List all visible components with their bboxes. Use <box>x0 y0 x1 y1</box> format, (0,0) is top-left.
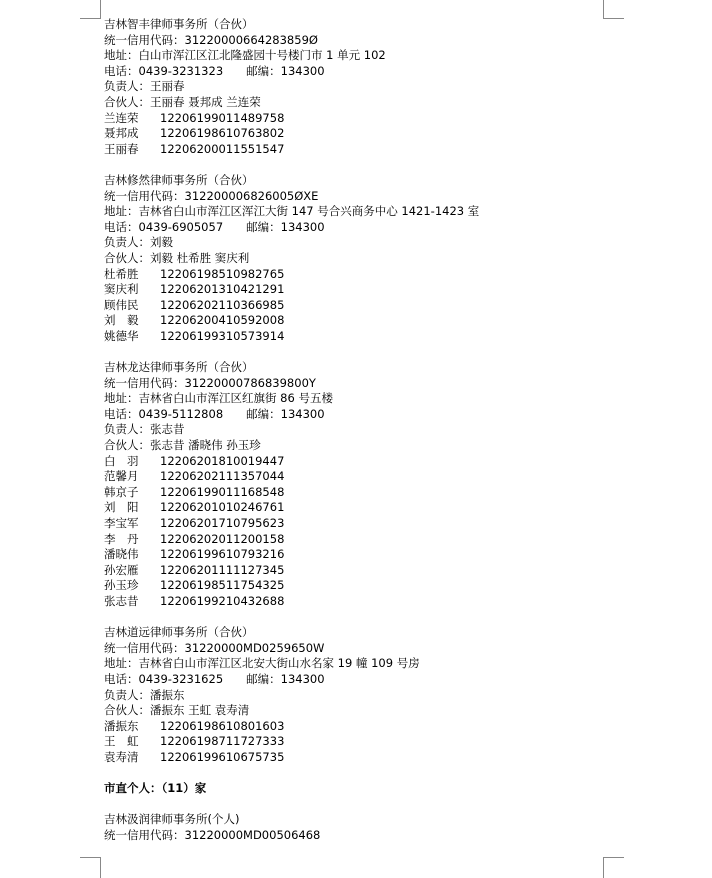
firm-block <box>104 173 604 345</box>
head: 负责人：潘振东 <box>104 687 185 702</box>
lawyer-name: 聂邦成 <box>104 126 139 141</box>
firm-block <box>104 360 604 610</box>
lawyer-id: 12206202110366985 <box>160 297 285 312</box>
lawyer-row <box>104 469 604 485</box>
lawyer-name: 兰连荣 <box>104 110 139 125</box>
phone-postcode: 电话：0439-5112808 邮编：134300 <box>104 406 325 421</box>
spacer <box>104 797 604 813</box>
crop-mark-bottom-right <box>603 857 624 878</box>
partners: 合伙人：刘毅 杜希胜 窦庆利 <box>104 250 250 265</box>
lawyer-name: 王丽春 <box>104 141 139 156</box>
credit-code: 统一信用代码：312200006826005ØXE <box>104 188 319 203</box>
spacer <box>104 157 604 173</box>
head: 负责人：刘毅 <box>104 235 173 250</box>
lawyer-id: 12206201710795623 <box>160 516 285 530</box>
lawyer-id: 12206198711727333 <box>160 734 285 749</box>
firm-block <box>104 17 604 157</box>
lawyer-row <box>104 329 604 345</box>
credit-code: 统一信用代码：31220000786839800Y <box>104 375 316 390</box>
head: 负责人：王丽春 <box>104 79 185 94</box>
lawyer-id: 12206202011200158 <box>160 531 285 546</box>
lawyer-row <box>104 516 604 532</box>
head: 负责人：张志昔 <box>104 422 185 437</box>
document-body <box>104 17 604 843</box>
partners: 合伙人：王丽春 聂邦成 兰连荣 <box>104 94 261 109</box>
lawyer-row <box>104 578 604 594</box>
lawyer-row <box>104 719 604 735</box>
crop-mark-top-left <box>80 0 101 19</box>
credit-code: 统一信用代码：31220000MD0259650W <box>104 640 325 655</box>
lawyer-id: 12206199610675735 <box>160 749 285 764</box>
section-heading: 市直个人：（11）家 <box>104 781 207 796</box>
address: 地址：吉林省白山市浑江区浑江大街 147 号合兴商务中心 1421-1423 室 <box>104 204 480 219</box>
spacer <box>104 766 604 782</box>
lawyer-id: 12206199610793216 <box>160 547 285 562</box>
spacer <box>104 344 604 360</box>
firm-block <box>104 625 604 765</box>
lawyer-id: 12206199011489758 <box>160 110 285 125</box>
lawyer-id: 12206200410592008 <box>160 313 285 328</box>
lawyer-id: 12206198511754325 <box>160 578 285 593</box>
lawyer-row <box>104 126 604 142</box>
lawyer-name: 顾伟民 <box>104 297 139 312</box>
lawyer-name: 刘 阳 <box>104 500 139 515</box>
address: 地址：吉林省白山市浑江区红旗街 86 号五楼 <box>104 391 333 406</box>
lawyer-id: 12206199011168548 <box>160 484 285 499</box>
lawyer-id: 12206198510982765 <box>160 266 285 281</box>
lawyer-id: 12206199310573914 <box>160 328 285 343</box>
lawyer-id: 12206202111357044 <box>160 469 285 484</box>
lawyer-id: 12206200011551547 <box>160 141 285 156</box>
credit-code: 统一信用代码：31220000MD00506468 <box>104 827 321 842</box>
lawyer-name: 李 丹 <box>104 531 139 546</box>
lawyer-row <box>104 547 604 563</box>
lawyer-id: 12206198610763802 <box>160 126 285 141</box>
lawyer-row <box>104 594 604 610</box>
lawyer-name: 范馨月 <box>104 469 139 484</box>
lawyer-name: 王 虹 <box>104 734 139 749</box>
lawyer-name: 孙宏雁 <box>104 562 139 577</box>
lawyer-name: 孙玉珍 <box>104 578 139 593</box>
lawyer-row <box>104 485 604 501</box>
address: 地址：吉林省白山市浑江区北安大街山水名家 19 幢 109 号房 <box>104 656 420 671</box>
lawyer-row <box>104 282 604 298</box>
lawyer-id: 12206198610801603 <box>160 718 285 733</box>
lawyer-id: 12206201810019447 <box>160 453 285 468</box>
lawyer-name: 杜希胜 <box>104 266 139 281</box>
lawyer-id: 12206201310421291 <box>160 282 285 297</box>
crop-mark-top-right <box>603 0 624 19</box>
phone-postcode: 电话：0439-3231625 邮编：134300 <box>104 671 325 686</box>
lawyer-name: 窦庆利 <box>104 282 139 297</box>
firm-name: 吉林道远律师事务所（合伙） <box>104 625 254 640</box>
lawyer-name: 潘振东 <box>104 718 139 733</box>
lawyer-id: 12206201010246761 <box>160 500 285 515</box>
lawyer-row <box>104 142 604 158</box>
lawyer-name: 姚德华 <box>104 328 139 343</box>
partners: 合伙人：张志昔 潘晓伟 孙玉珍 <box>104 438 261 453</box>
firm-name: 吉林汲润律师事务所(个人) <box>104 812 240 827</box>
lawyer-name: 韩京子 <box>104 484 139 499</box>
lawyer-row <box>104 454 604 470</box>
lawyer-row <box>104 267 604 283</box>
firm-name: 吉林龙达律师事务所（合伙） <box>104 360 254 375</box>
lawyer-row <box>104 298 604 314</box>
lawyer-id: 12206201111127345 <box>160 562 285 577</box>
firm-block <box>104 812 604 843</box>
firm-name: 吉林智丰律师事务所（合伙） <box>104 17 254 31</box>
lawyer-name: 潘晓伟 <box>104 547 139 562</box>
lawyer-row <box>104 313 604 329</box>
phone-postcode: 电话：0439-6905057 邮编：134300 <box>104 219 325 234</box>
lawyer-name: 袁寿清 <box>104 749 139 764</box>
lawyer-name: 白 羽 <box>104 453 139 468</box>
firm-name: 吉林修然律师事务所（合伙） <box>104 172 254 187</box>
lawyer-row <box>104 500 604 516</box>
lawyer-row <box>104 563 604 579</box>
lawyer-id: 12206199210432688 <box>160 593 285 608</box>
address: 地址：白山市浑江区江北隆盛园十号楼门市 1 单元 102 <box>104 48 386 63</box>
lawyer-name: 张志昔 <box>104 593 139 608</box>
lawyer-row <box>104 734 604 750</box>
partners: 合伙人：潘振东 王虹 袁寿清 <box>104 703 250 718</box>
lawyer-name: 刘 毅 <box>104 313 139 328</box>
crop-mark-bottom-left <box>80 857 101 878</box>
phone-postcode: 电话：0439-3231323 邮编：134300 <box>104 63 325 78</box>
lawyer-name: 李宝军 <box>104 516 139 530</box>
credit-code: 统一信用代码：31220000664283859Ø <box>104 32 318 47</box>
lawyer-row <box>104 111 604 127</box>
spacer <box>104 610 604 626</box>
lawyer-row <box>104 750 604 766</box>
lawyer-row <box>104 532 604 548</box>
